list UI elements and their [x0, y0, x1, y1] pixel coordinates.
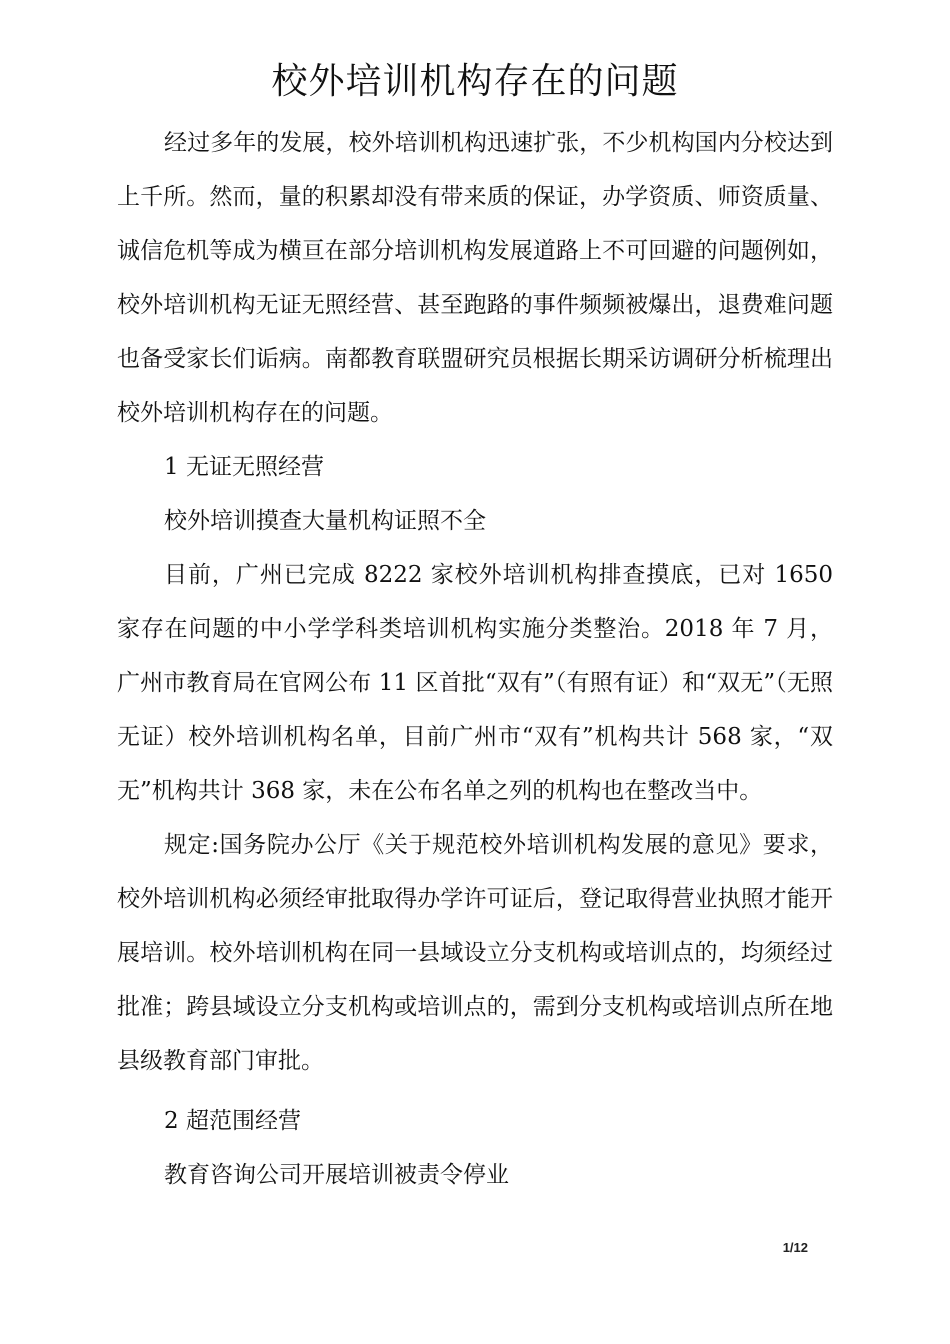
section-1-paragraph-1: 目前，广州已完成 8222 家校外培训机构排查摸底，已对 1650 家存在问题的中小学学科类培训机构实施分类整治。2018 年 7 月，广州市教育局在官网公布 11 区首批“双有”（有照有证）和“双无”（无照无证）校外培训机构名单，目前广州市“双有”机构共计 568 家，“双无”机构共计 368 家，未在公布名单之列的机构也在整改当中。: [117, 562, 834, 804]
section-1-paragraph-2: 规定:国务院办公厅《关于规范校外培训机构发展的意见》要求，校外培训机构必须经审批取得办学许可证后，登记取得营业执照才能开展培训。校外培训机构在同一县域设立分支机构或培训点的，均须经过批准；跨县域设立分支机构或培训点的，需到分支机构或培训点所在地县级教育部门审批。: [117, 832, 833, 1074]
page-indicator: 1/12: [782, 1240, 808, 1255]
document-title: 校外培训机构存在的问题: [271, 61, 679, 102]
intro-paragraph: 经过多年的发展，校外培训机构迅速扩张，不少机构国内分校达到上千所。然而，量的积累却没有带来质的保证，办学资质、师资质量、诚信危机等成为横亘在部分培训机构发展道路上不可回避的问题例如，校外培训机构无证无照经营、甚至跑路的事件频频被爆出，退费难问题也备受家长们诟病。南都教育联盟研究员根据长期采访调研分析梳理出校外培训机构存在的问题。: [117, 130, 833, 426]
section-subheading-1: 校外培训摸查大量机构证照不全: [164, 508, 486, 534]
document-body: [117, 116, 833, 1202]
section-heading-1: 1 无证无照经营: [164, 454, 324, 480]
section-subheading-2: 教育咨询公司开展培训被责令停业: [164, 1162, 509, 1188]
section-heading-2: 2 超范围经营: [164, 1108, 301, 1134]
